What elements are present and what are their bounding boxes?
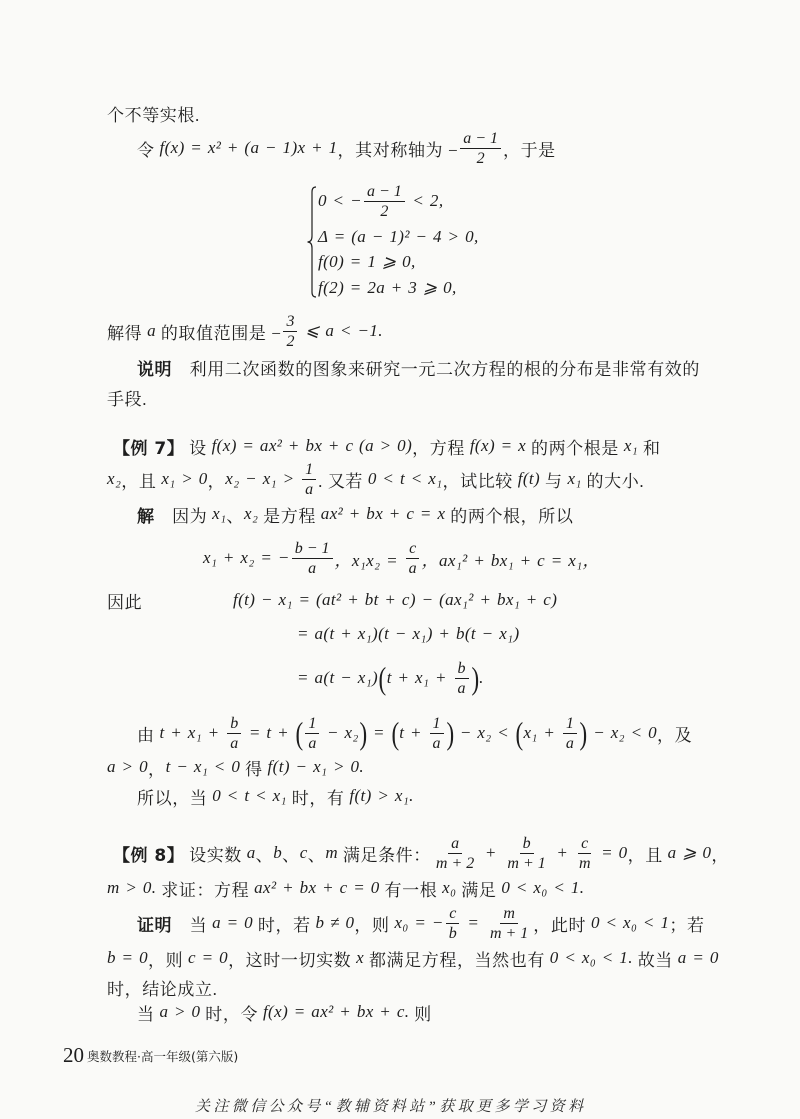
- math-expression: ax² + bx + c = 0: [254, 878, 380, 897]
- fraction-numerator: b: [227, 715, 241, 734]
- big-left-paren: (: [378, 660, 387, 696]
- fraction-denominator: a: [308, 734, 317, 752]
- equation-line-2: [297, 614, 520, 654]
- text: 、: [307, 845, 326, 865]
- big-right-paren: ): [470, 660, 479, 696]
- fraction: [406, 540, 420, 577]
- fraction-numerator: b: [520, 835, 534, 854]
- fraction-numerator: b: [455, 660, 469, 679]
- math-expression: ax² + bx + c = x: [320, 504, 446, 523]
- example-label: 【例 7】: [113, 438, 185, 459]
- math-expression: a > 0: [159, 1002, 201, 1021]
- text: . 又若: [318, 471, 368, 491]
- fraction: [433, 835, 477, 872]
- math-expression: 0 < −: [318, 191, 362, 210]
- text: ，试比较: [442, 471, 518, 491]
- therefore-label-line: [107, 580, 142, 620]
- text: 有一根: [379, 880, 443, 900]
- math-expression: f(t) > x₁.: [349, 786, 414, 805]
- fraction: [227, 715, 241, 752]
- text: 当: [137, 1004, 160, 1024]
- fraction-denominator: a: [432, 734, 441, 752]
- fraction-numerator: 3: [283, 313, 297, 332]
- math-expression: m: [325, 843, 339, 862]
- math-expression: ，x₁x₂ =: [334, 550, 404, 570]
- text: ，这时一切实数: [228, 950, 357, 970]
- math-expression: =: [461, 913, 485, 932]
- text: 则: [409, 1004, 432, 1024]
- math-expression: x₂: [107, 469, 122, 488]
- math-expression: c: [299, 843, 308, 862]
- math-expression: f(x) = x² + (a − 1)x + 1: [159, 138, 338, 157]
- math-expression: f(0) = 1 ⩾ 0,: [318, 252, 416, 271]
- math-expression: a: [147, 321, 156, 340]
- remark-line-2: [107, 377, 147, 417]
- fraction-numerator: c: [578, 835, 591, 854]
- text: 都满足方程，当然也有: [364, 950, 550, 970]
- text: 时，令: [200, 1004, 263, 1024]
- math-expression: t − x₁ < 0: [165, 757, 241, 776]
- math-expression: x: [356, 948, 365, 967]
- math-expression: b: [273, 843, 283, 862]
- math-expression: b = 0: [107, 948, 148, 967]
- math-expression: ，ax₁² + bx₁ + c = x₁，: [421, 550, 600, 570]
- math-expression: =: [367, 723, 391, 742]
- fraction-denominator: m + 2: [435, 854, 475, 872]
- math-expression: a ⩾ 0: [667, 843, 712, 862]
- text: 满足: [456, 880, 502, 900]
- text: 的取值范围是 −: [155, 323, 282, 343]
- fraction-numerator: c: [446, 905, 459, 924]
- text: 时，结论成立.: [107, 979, 218, 999]
- math-expression: − x₂ <: [454, 723, 515, 742]
- equation-line-3: [297, 658, 484, 698]
- text: 由: [137, 725, 160, 745]
- math-expression: m > 0.: [107, 878, 157, 897]
- range-line: [107, 311, 383, 351]
- math-expression: x₁: [567, 469, 582, 488]
- fraction-denominator: b: [448, 924, 457, 942]
- fraction-numerator: a: [448, 835, 462, 854]
- math-expression: − x₂ < 0: [587, 723, 658, 742]
- math-expression: t +: [399, 723, 428, 742]
- fraction-numerator: 1: [302, 461, 316, 480]
- math-expression: f(t): [517, 469, 541, 488]
- math-expression: x₁ + x₂ = −: [203, 548, 290, 567]
- math-expression: f(x) = ax² + bx + c (a > 0): [211, 436, 413, 455]
- math-expression: x₀ = −: [394, 913, 444, 932]
- fraction-numerator: 1: [563, 715, 577, 734]
- math-expression: = a(t − x₁): [297, 668, 379, 687]
- page-number: 20: [63, 1042, 84, 1067]
- math-expression: a = 0: [212, 913, 254, 932]
- fraction-denominator: a: [230, 734, 239, 752]
- fraction: [283, 313, 297, 350]
- math-expression: a: [246, 843, 256, 862]
- text: ，: [207, 471, 226, 491]
- math-expression: a > 0: [107, 757, 148, 776]
- fraction: [430, 715, 444, 752]
- text: 设: [184, 438, 212, 458]
- text: ，及: [657, 725, 693, 745]
- math-expression: x₂: [244, 504, 259, 523]
- fraction: [576, 835, 594, 872]
- system-row-4: [318, 268, 457, 308]
- fraction: [455, 660, 469, 697]
- math-expression: f(2) = 2a + 3 ⩾ 0,: [318, 278, 457, 297]
- math-expression: 0 < x₀ < 1: [590, 913, 670, 932]
- math-expression: = 0: [595, 843, 628, 862]
- text: ，于是: [502, 140, 556, 160]
- text: ，此时: [533, 915, 591, 935]
- text: 设实数: [184, 845, 247, 865]
- fraction: [292, 540, 333, 577]
- example-label: 【例 8】: [113, 845, 185, 866]
- math-expression: a = 0: [677, 948, 719, 967]
- text: 所以，当: [137, 788, 213, 808]
- fraction-numerator: m: [500, 905, 518, 924]
- fraction: [487, 905, 531, 942]
- fraction-denominator: 2: [476, 149, 485, 167]
- big-left-paren: (: [295, 715, 303, 751]
- text: ，则: [354, 915, 395, 935]
- system-row-1: [318, 181, 443, 221]
- axis-line: [137, 128, 556, 168]
- text: 满足条件：: [338, 845, 431, 865]
- conclusion-line: [137, 776, 414, 816]
- math-expression: 0 < x₀ < 1.: [501, 878, 585, 897]
- fraction-numerator: a − 1: [364, 183, 405, 202]
- text: 当: [172, 915, 213, 935]
- math-expression: x₁: [623, 436, 639, 455]
- fraction-denominator: a: [305, 480, 314, 498]
- text: 利用二次函数的图象来研究一元二次方程的根的分布是非常有效的: [172, 359, 700, 379]
- text: 令: [137, 140, 160, 160]
- text: 得: [240, 759, 268, 779]
- text: ，: [147, 759, 166, 779]
- math-expression: f(x) = ax² + bx + c.: [262, 1002, 410, 1021]
- big-left-paren: (: [515, 715, 523, 751]
- math-expression: t + x₁ +: [386, 668, 453, 687]
- big-right-paren: ): [446, 715, 454, 751]
- sum-product-line: [203, 538, 600, 578]
- fraction-numerator: c: [406, 540, 419, 559]
- fraction-denominator: 2: [286, 332, 295, 350]
- math-expression: f(x) = x: [469, 436, 527, 455]
- book-title: 奥数教程·高一年级(第六版): [87, 1049, 239, 1064]
- fraction-numerator: 1: [430, 715, 444, 734]
- fraction-numerator: 1: [305, 715, 319, 734]
- big-right-paren: ): [359, 715, 367, 751]
- solution7-line-1: [137, 494, 573, 534]
- math-expression: x₂ − x₁ >: [225, 469, 301, 488]
- text: 故当: [632, 950, 678, 970]
- math-expression: − x₂: [321, 723, 359, 742]
- math-expression: b ≠ 0: [315, 913, 355, 932]
- text: 的大小.: [581, 471, 645, 491]
- continuation-line: [107, 93, 200, 133]
- math-expression: 0 < t < x₁: [367, 469, 443, 488]
- fraction: [504, 835, 548, 872]
- fraction: [460, 130, 501, 167]
- math-expression: ⩽ a < −1.: [299, 321, 383, 340]
- fraction-denominator: a: [457, 679, 466, 697]
- text: ，其对称轴为 −: [337, 140, 459, 160]
- text: 、: [282, 845, 300, 865]
- fraction: [364, 183, 405, 220]
- fraction: [563, 715, 577, 752]
- fraction-denominator: 2: [380, 202, 389, 220]
- math-expression: Δ = (a − 1)² − 4 > 0,: [318, 227, 479, 246]
- text: 时，有: [286, 788, 350, 808]
- text: ；若: [669, 915, 705, 935]
- fraction-denominator: a: [565, 734, 574, 752]
- fraction: [446, 905, 460, 942]
- text: 、: [226, 506, 245, 526]
- math-expression: +: [550, 843, 574, 862]
- math-expression: +: [479, 843, 503, 862]
- proof8-line-4: [137, 992, 432, 1032]
- text: ，: [711, 845, 730, 865]
- solution-label: 解: [137, 506, 155, 527]
- remark-label: 说明: [137, 359, 172, 380]
- text: ，且: [627, 845, 668, 865]
- example8-line-2: [107, 868, 584, 908]
- example7-line-2: [107, 459, 644, 499]
- proof8-line-1: [137, 903, 705, 943]
- big-right-paren: ): [579, 715, 588, 751]
- math-expression: x₁ +: [523, 723, 561, 742]
- text: 因为: [154, 506, 213, 526]
- watermark-text: 关注微信公众号“教辅资料站”获取更多学习资料: [195, 1098, 587, 1115]
- math-expression: = a(t + x₁)(t − x₁) + b(t − x₁): [297, 624, 520, 643]
- math-expression: = t +: [243, 723, 295, 742]
- text: 和: [638, 438, 661, 458]
- math-expression: 0 < x₀ < 1.: [549, 948, 633, 967]
- text: 的两个根是: [526, 438, 624, 458]
- remark-line-1: [137, 347, 700, 387]
- math-expression: .: [479, 668, 484, 687]
- math-expression: x₀: [442, 878, 457, 897]
- math-expression: 0 < t < x₁: [212, 786, 287, 805]
- math-expression: f(t) − x₁ > 0.: [267, 757, 365, 776]
- therefore-label: 因此: [107, 592, 143, 612]
- text: 与: [540, 471, 568, 491]
- proof-label: 证明: [137, 915, 172, 936]
- math-expression: x₁: [212, 504, 227, 523]
- example8-line-1: [113, 833, 729, 873]
- fraction-denominator: m + 1: [489, 924, 529, 942]
- math-expression: f(t) − x₁ = (at² + bt + c) − (ax₁² + bx₁ + c): [233, 590, 558, 609]
- text: 时，若: [253, 915, 316, 935]
- math-expression: < 2,: [406, 191, 444, 210]
- math-expression: c = 0: [188, 948, 229, 967]
- fraction-numerator: b − 1: [292, 540, 333, 559]
- fraction-numerator: a − 1: [460, 130, 501, 149]
- text: ，且: [121, 471, 162, 491]
- fraction-denominator: m + 1: [507, 854, 546, 872]
- text: 是方程: [258, 506, 321, 526]
- text: 的两个根，所以: [445, 506, 574, 526]
- text: 求证：方程: [156, 880, 255, 900]
- text: 手段.: [107, 389, 148, 409]
- text: ，方程: [412, 438, 470, 458]
- fraction: [302, 461, 316, 498]
- text: ，则: [147, 950, 189, 970]
- text: 、: [255, 845, 274, 865]
- fraction-denominator: m: [578, 854, 591, 872]
- fraction: [305, 715, 319, 752]
- text: 个不等实根.: [107, 105, 200, 125]
- fraction-denominator: a: [308, 559, 317, 577]
- math-expression: t + x₁ +: [159, 723, 226, 742]
- big-left-paren: (: [391, 715, 399, 751]
- math-expression: x₁ > 0: [161, 469, 208, 488]
- left-brace: [306, 186, 318, 298]
- text: 解得: [107, 323, 148, 343]
- fraction-denominator: a: [408, 559, 417, 577]
